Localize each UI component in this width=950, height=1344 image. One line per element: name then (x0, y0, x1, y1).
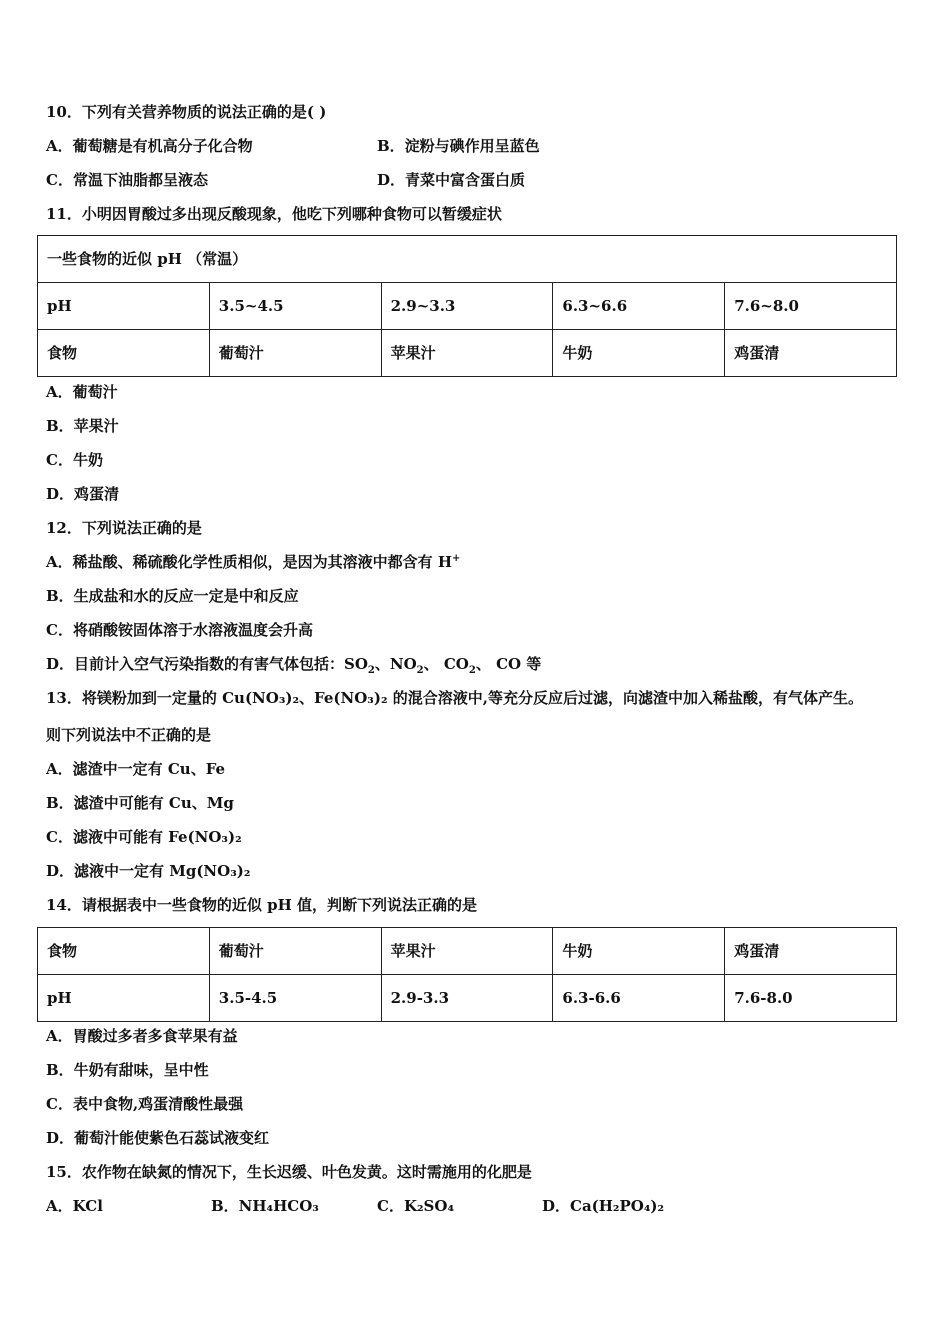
q11-ph-label: pH (38, 283, 210, 330)
q14-option-d: D．葡萄汁能使紫色石蕊试液变红 (46, 1129, 270, 1147)
q11-option-b: B．苹果汁 (46, 417, 119, 435)
q11-ph-value: 2.9~3.3 (381, 283, 553, 330)
q15-stem: 15．农作物在缺氮的情况下，生长迟缓、叶色发黄。这时需施用的化肥是 (46, 1163, 532, 1181)
q10-option-a: A．葡萄糖是有机高分子化合物 (46, 137, 253, 155)
q12-stem: 12．下列说法正确的是 (46, 519, 202, 537)
q14-ph-value: 3.5-4.5 (209, 975, 381, 1022)
q11-table-title: 一些食物的近似 pH （常温） (38, 236, 897, 283)
q14-ph-value: 6.3-6.6 (553, 975, 725, 1022)
q11-food: 葡萄汁 (209, 330, 381, 377)
q10-stem: 10．下列有关营养物质的说法正确的是( ) (46, 103, 327, 121)
q11-option-d: D．鸡蛋清 (46, 485, 120, 503)
q14-option-c: C．表中食物,鸡蛋清酸性最强 (46, 1095, 244, 1113)
q11-food: 苹果汁 (381, 330, 553, 377)
q14-food: 鸡蛋清 (725, 928, 897, 975)
q13-option-a: A．滤渣中一定有 Cu、Fe (46, 760, 226, 778)
q14-food: 葡萄汁 (209, 928, 381, 975)
q15-option-c: C．K₂SO₄ (377, 1197, 455, 1215)
q13-option-d: D．滤液中一定有 Mg(NO₃)₂ (46, 862, 251, 880)
q10-option-c: C．常温下油脂都呈液态 (46, 171, 208, 189)
q14-stem: 14．请根据表中一些食物的近似 pH 值，判断下列说法正确的是 (46, 896, 477, 914)
q11-option-a: A．葡萄汁 (46, 383, 118, 401)
q10-option-d: D．青菜中富含蛋白质 (377, 171, 526, 189)
q14-food: 苹果汁 (381, 928, 553, 975)
q14-food-label: 食物 (38, 928, 210, 975)
q11-food-label: 食物 (38, 330, 210, 377)
q12-option-b: B．生成盐和水的反应一定是中和反应 (46, 587, 299, 605)
q12-option-a: A．稀盐酸、稀硫酸化学性质相似，是因为其溶液中都含有 H+ (46, 553, 461, 571)
q14-ph-value: 7.6-8.0 (725, 975, 897, 1022)
q11-stem: 11．小明因胃酸过多出现反酸现象，他吃下列哪种食物可以暂缓症状 (46, 205, 502, 223)
q13-stem-line1: 13．将镁粉加到一定量的 Cu(NO₃)₂、Fe(NO₃)₂ 的混合溶液中,等充分反应后过滤，向滤渣中加入稀盐酸，有气体产生。 (46, 689, 863, 707)
q14-ph-value: 2.9-3.3 (381, 975, 553, 1022)
q12-option-c: C．将硝酸铵固体溶于水溶液温度会升高 (46, 621, 313, 639)
q14-option-a: A．胃酸过多者多食苹果有益 (46, 1027, 238, 1045)
q12-option-d: D．目前计入空气污染指数的有害气体包括：$SO_2$、$NO_2$、 $CO_2$、 CO 等 (46, 655, 542, 676)
q13-option-b: B．滤渣中可能有 Cu、Mg (46, 794, 234, 812)
q14-food: 牛奶 (553, 928, 725, 975)
q13-stem-line2: 则下列说法中不正确的是 (46, 726, 212, 744)
q11-food: 牛奶 (553, 330, 725, 377)
q11-ph-value: 3.5~4.5 (209, 283, 381, 330)
q11-option-c: C．牛奶 (46, 451, 103, 469)
q10-option-b: B．淀粉与碘作用呈蓝色 (377, 137, 540, 155)
q14-ph-table (37, 927, 897, 1022)
q11-ph-table (37, 235, 897, 377)
q11-ph-value: 7.6~8.0 (725, 283, 897, 330)
q11-ph-value: 6.3~6.6 (553, 283, 725, 330)
q13-option-c: C．滤液中可能有 Fe(NO₃)₂ (46, 828, 242, 846)
q14-option-b: B．牛奶有甜味，呈中性 (46, 1061, 209, 1079)
q15-option-a: A．KCl (46, 1197, 103, 1215)
q14-ph-label: pH (38, 975, 210, 1022)
q15-option-d: D．Ca(H₂PO₄)₂ (542, 1197, 665, 1215)
q15-option-b: B．NH₄HCO₃ (211, 1197, 319, 1215)
q11-food: 鸡蛋清 (725, 330, 897, 377)
